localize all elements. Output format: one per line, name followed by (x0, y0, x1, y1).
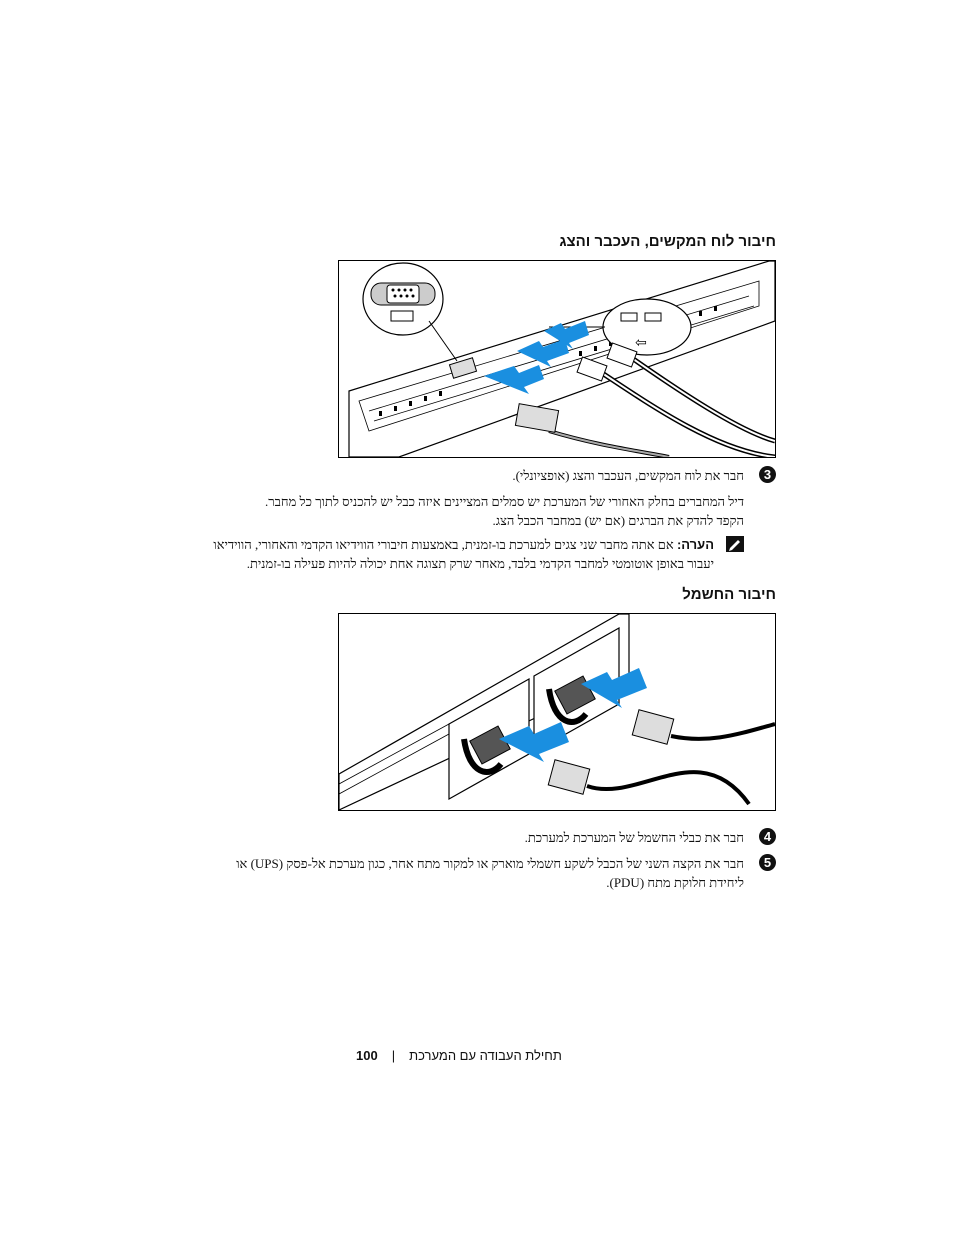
figure-power-connection (338, 613, 776, 811)
note-pencil-icon (726, 536, 744, 552)
note-label: הערה: (676, 537, 714, 552)
step-number-badge: 3 (759, 466, 776, 483)
section-heading-power: חיבור החשמל (682, 586, 776, 603)
step-number-badge: 5 (759, 854, 776, 871)
step-3-text: חבר את לוח המקשים, העכבר והצג (אופציונלי). (512, 468, 744, 483)
note-line-2: יעבור באופן אוטומטי למחבר הקדמי בלבד, מאחר שרק תצוגה אחת יכולה להיות פעילה בו-זמנית. (246, 556, 714, 571)
step-number-badge: 4 (759, 828, 776, 845)
figure-keyboard-mouse-monitor (338, 260, 776, 458)
power-supply-illustration (339, 614, 775, 810)
server-rear-io-illustration (339, 261, 775, 457)
section-heading-keyboard-mouse-monitor: חיבור לוח המקשים, העכבר והצג (559, 233, 776, 250)
page-number: 100 (356, 1048, 378, 1063)
paragraph-line-2: הקפד להדק את הברגים (אם יש) במחבר הכבל הצג. (492, 513, 744, 528)
svg-text:⇦: ⇦ (635, 335, 647, 351)
page-footer (356, 1048, 776, 1063)
paragraph-line-1: דיל המחברים בחלק האחורי של המערכת יש סמלים המציינים איזה כבל יש להכניס לתוך כל מחבר. (264, 494, 744, 509)
step-5 (196, 854, 776, 892)
step-4 (196, 828, 776, 847)
step-4-text: חבר את כבלי החשמל של המערכת למערכת. (524, 830, 744, 845)
note-block (154, 535, 714, 573)
step-3 (196, 466, 776, 485)
connector-symbols-paragraph (184, 492, 744, 530)
note-line-1: אם אתה מחבר שני צגים למערכת בו-זמנית, באמצעות חיבורי הווידיאו הקדמי והאחורי, הווידיאו (213, 537, 674, 552)
step-5-line-2: ליחידת חלוקת מתח (PDU). (606, 875, 744, 890)
footer-separator: | (391, 1048, 396, 1063)
step-5-text (196, 854, 744, 892)
footer-title: תחילת העבודה עם המערכת (409, 1048, 562, 1063)
step-5-line-1: חבר את הקצה השני של הכבל לשקע חשמלי מוארק או למקור מתח אחר, כגון מערכת אל-פסק (UPS) או (236, 856, 744, 871)
